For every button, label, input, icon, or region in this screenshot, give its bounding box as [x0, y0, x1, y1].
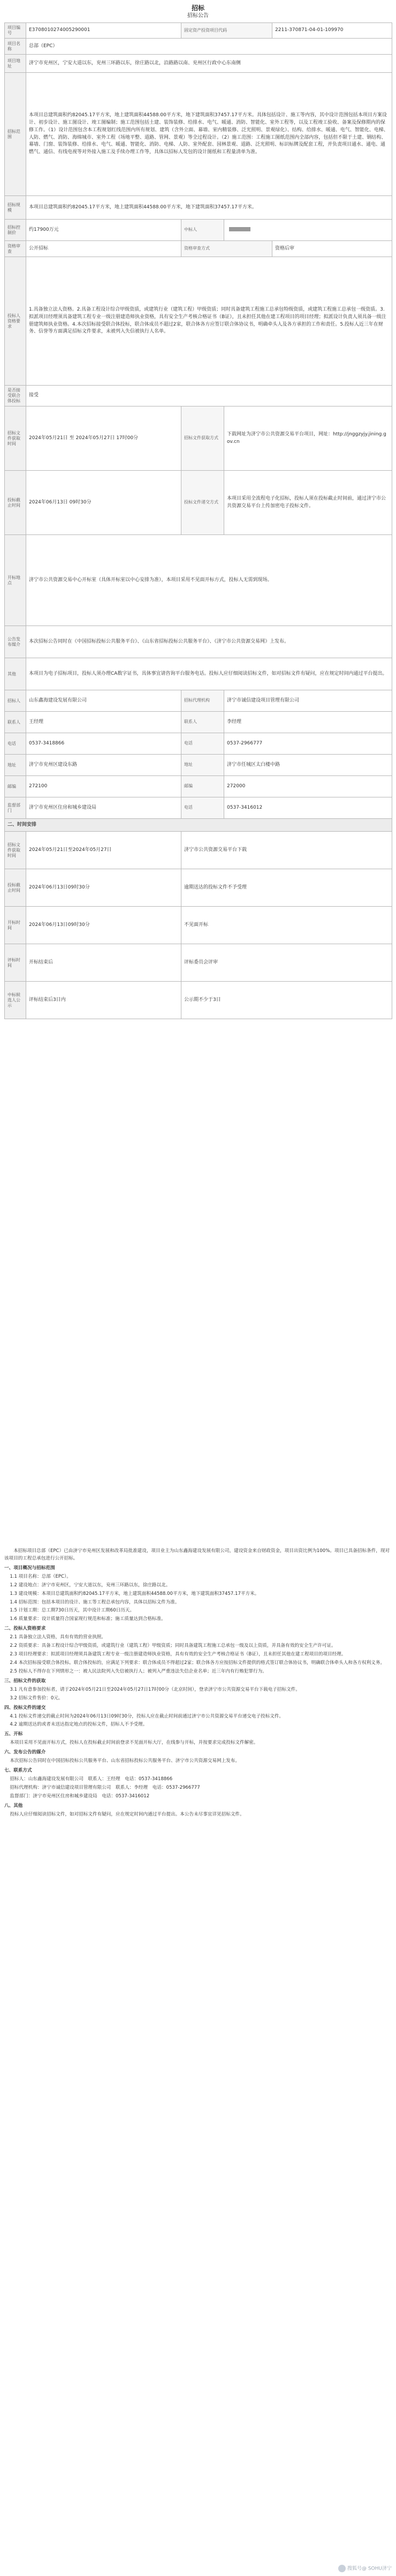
table-row	[5, 982, 392, 1019]
scope-label: 招标规模	[5, 196, 26, 220]
schedule-note: 济宁市公共资源交易平台下载	[181, 832, 392, 869]
other-label: 其他	[5, 658, 26, 690]
phone-label: 电话	[5, 733, 26, 755]
watermark	[338, 2565, 392, 2573]
agency-postcode-value: 272000	[224, 776, 392, 797]
other-value: 本项目为电子招标项目，投标人须办理CA数字证书，具体事宜请咨询平台服务电话。投标人应仔细阅读招标文件，如对招标文件有疑问，应在规定时间内通过平台提出。	[26, 658, 392, 690]
notice-paragraph: 2.5 投标人不得存在下列情形之一：被人民法院列入失信被执行人；被列入严重违法失信企业名单；近三年内有行贿犯罪行为。	[10, 1668, 267, 1674]
budget-value: 约17900万元	[26, 220, 181, 241]
overview-label: 招标范围	[5, 73, 26, 196]
notice-paragraph: 监督部门：济宁市兖州区住房和城乡建设局 电话：0537-3416012	[10, 1793, 150, 1799]
agency-address-label: 地址	[181, 755, 224, 776]
submit-method-value: 本项目采用全流程电子化招标，投标人须在投标截止时间前，通过济宁市公共资源交易平台上传加密电子投标文件。	[224, 471, 392, 535]
schedule-item: 投标截止时间	[5, 869, 26, 907]
notice-heading: 六、发布公告的媒介	[4, 1750, 46, 1756]
publish-label: 公告发布媒介	[5, 626, 26, 658]
notice-heading: 七、联系方式	[4, 1768, 32, 1774]
notice-paragraph: 1.2 建设地点：济宁市兖州区，宁安大道以东，兖州三环路以东，徐庄路以北。	[10, 1582, 171, 1588]
acquire-method-label: 招标文件获取方式	[181, 406, 224, 471]
approval-value: 2211-370871-04-01-109970	[272, 23, 392, 39]
winner-label: 中标人	[181, 220, 224, 241]
agency-value: 济宁市诚信建设项目管理有限公司	[224, 690, 392, 712]
acquire-method-link[interactable]: 下载网址为济宁市公共资源交易平台项目，网址：http://jnggzyjy.jining.gov.cn	[224, 406, 392, 471]
submit-method-label: 投标文件递交方式	[181, 471, 224, 535]
tender-type-value: 资格后审	[272, 241, 392, 257]
agency-phone-value: 0537-2966777	[224, 733, 392, 755]
publish-value: 本次招标公告同时在《中国招标投标公共服务平台》、《山东省招标投标公共服务平台》、《济宁市公共资源交易网》上发布。	[26, 626, 392, 658]
page-title: 招标	[191, 4, 204, 12]
schedule-item: 评标时间	[5, 944, 26, 982]
redacted-box	[229, 227, 250, 231]
notice-paragraph: 招标人：山东鑫海建设发展有限公司 联系人：王经理 电话：0537-3418866	[10, 1776, 173, 1782]
agency-contact-value: 李经理	[224, 712, 392, 733]
notice-paragraph: 2.2 资质要求：具备工程设计综合甲级资质，或建筑行业（建筑工程）甲级资质；同时具备建筑工程施工总承包一级及以上资质，并具备有效的安全生产许可证。	[10, 1643, 336, 1649]
notice-paragraph: 2.3 项目经理要求：拟派项目经理须具备建筑工程专业一级注册建造师执业资格，具有有效的安全生产考核合格证书（B证），且未担任其他在建工程项目的项目经理。	[10, 1652, 346, 1658]
notice-heading: 四、投标文件的递交	[4, 1705, 46, 1711]
watermark-text: 搜狐号@ SOHU济宁	[347, 2566, 392, 2572]
contact-value: 王经理	[26, 712, 181, 733]
address-label: 项目地址	[5, 55, 26, 73]
notice-heading: 二、投标人资格要求	[4, 1626, 46, 1632]
overview-value: 本项目总建筑面积约82045.17平方米，地上建筑面积44588.00平方米，地下建筑面积37457.17平方米。具体包括设计、施工等内容，其中设计范围包括本项目方案设计、初步设计、施工图设计、竣工图编制；施工范围包括土建、装饰装修、给排水、电气、暖通、消防、智能化、室外工程等，以及工程竣工验收、备案及保修期内的保修工作。（1）设计范围包含本工程规划红线范围内所有规划、建筑（含外立面、幕墙、室内精装修、泛光照明、景观绿化）、结构、给排水、暖通、电气、智能化、电梯、人防、燃气、消防、海绵城市、室外工程（场地平整、道路、管网、景观）等全过程设计。（2）施工范围：工程施工图纸范围内全部内容，包括但不限于土建、钢结构、幕墙、门窗、装饰装修、给排水、电气、暖通、智能化、消防、电梯、人防、室外配套、园林景观、道路、泛光照明、标识标牌及配套工程，并负责项目通水、通电、通燃气、通信、有线电视等对外接入施工及手续办理工作等，具体以招标人发包的设计图纸和工程量清单为准。	[26, 73, 392, 196]
schedule-note: 公示期不少于3日	[181, 982, 392, 1019]
postcode-value: 272100	[26, 776, 181, 797]
schedule-item: 招标文件获取时间	[5, 832, 26, 869]
approval-label: 固定资产投资项目代码	[181, 23, 272, 39]
acquire-time-value: 2024年05月21日 至 2024年05月27日 17时00分	[26, 406, 181, 471]
supervisor-phone-value: 0537-3416012	[224, 797, 392, 819]
qualification-value: 公开招标	[26, 241, 181, 257]
notice-paragraph: 4.2 逾期送达的或者未送达指定地点的投标文件，招标人不予受理。	[10, 1722, 148, 1728]
agency-address-value: 济宁市任城区太白楼中路	[224, 755, 392, 776]
schedule-time: 2024年05月21日至2024年05月27日	[26, 832, 181, 869]
notice-heading: 三、招标文件的获取	[4, 1678, 46, 1684]
notice-paragraph: 招标代理机构：济宁市诚信建设项目管理有限公司 联系人：李经理 电话：0537-2966777	[10, 1784, 200, 1790]
qualification-label: 资格审查	[5, 241, 26, 257]
schedule-time: 2024年06月13日09时30分	[26, 907, 181, 944]
notice-intro: 本招标项目总部（EPC）已由济宁市兖州区发展和改革局批准建设，项目业主为山东鑫海建设发展有限公司，建设资金来自财政资金，项目出资比例为100%。项目已具备招标条件，现对该项目的工程总承包进行公开招标。	[4, 1548, 390, 1561]
tender-type-label: 资格审查方式	[181, 241, 272, 257]
notice-paragraph: 2.1 具备独立法人资格，具有有效的营业执照。	[10, 1635, 106, 1640]
notice-paragraph: 本次招标公告同时在中国招标投标公共服务平台、山东省招标投标公共服务平台、济宁市公共资源交易网上发布。	[10, 1758, 240, 1764]
contact-label: 联系人	[5, 712, 26, 733]
supervisor-value: 济宁市兖州区住房和城乡建设局	[26, 797, 181, 819]
notice-paragraph: 1.1 项目名称：总部（EPC）。	[10, 1573, 71, 1579]
phone-value: 0537-3418866	[26, 733, 181, 755]
bidder-req-value: 1.具备独立法人资格。2.具备工程设计综合甲级资质，或建筑行业（建筑工程）甲级资质；同时具备建筑工程施工总承包特级资质，或建筑工程施工总承包一级资质。3.拟派项目经理须具备建筑工程专业一级注册建造师执业资格，具有安全生产考核合格证书（B证），且未担任其他在建工程项目的项目经理；拟派设计负责人须具备一级注册建筑师执业资格。4.本次招标接受联合体投标，联合体成员不超过2家，联合体各方应签订联合体协议书，明确牵头人及各方承担的工作和责任。5.投标人近三年在财务、信誉等方面满足招标文件要求，未被列入失信被执行人名单。	[26, 257, 392, 386]
tenderer-value: 山东鑫海建设发展有限公司	[26, 690, 181, 712]
notice-paragraph: 1.4 招标范围：包括本项目的设计、施工等工程总承包内容，具体以招标文件为准。	[10, 1599, 180, 1605]
project-no-label: 项目编号	[5, 23, 26, 39]
tenderer-label: 招标人	[5, 690, 26, 712]
supervisor-phone-label: 电话	[181, 797, 224, 819]
notice-paragraph: 本项目采用不见面开标方式，投标人在投标截止时间前登录不见面开标大厅，在线参与开标，并按要求完成投标文件解密。	[10, 1740, 258, 1746]
agency-contact-label: 联系人	[181, 712, 224, 733]
table-row	[5, 832, 392, 869]
deadline-label: 投标截止时间	[5, 471, 26, 535]
address-value: 济宁市兖州区，宁安大道以东，兖州三环路以东，徐庄路以北，沿路路以南、兖州区行政中心东南侧	[26, 55, 392, 73]
budget-label: 招标控制价	[5, 220, 26, 241]
open-place-value: 济宁市公共资源交易中心开标室（具体开标室以中心安排为准），本项目采用不见面开标方式，投标人无需到现场。	[26, 535, 392, 626]
notice-paragraph: 2.4 本次招标接受联合体投标。联合体投标的，应满足下列要求：联合体成员不得超过2家；联合体各方应按招标文件提供的格式签订联合体协议书，明确联合体牵头人和各方权利义务。	[10, 1660, 385, 1666]
project-no-value: E3708010274005290001	[26, 23, 181, 39]
notice-body	[4, 1548, 392, 1820]
project-name-value: 总部（EPC）	[26, 39, 392, 55]
address2-value: 济宁市兖州区建设东路	[26, 755, 181, 776]
winner-value	[224, 220, 392, 241]
table-row	[5, 944, 392, 982]
address2-label: 地址	[5, 755, 26, 776]
tender-info-table	[4, 22, 392, 1019]
schedule-section-title: 二、时间安排	[5, 819, 392, 832]
notice-paragraph: 1.5 计划工期：总工期730日历天，其中设计工期60日历天。	[10, 1608, 135, 1614]
notice-heading: 八、其他	[4, 1803, 23, 1809]
open-place-label: 开标地点	[5, 535, 26, 626]
deadline-value: 2024年06月13日 09时30分	[26, 471, 181, 535]
project-name-label: 项目名称	[5, 39, 26, 55]
schedule-time: 2024年06月13日09时30分	[26, 869, 181, 907]
postcode-label: 邮编	[5, 776, 26, 797]
notice-paragraph: 3.2 招标文件售价：0元。	[10, 1695, 63, 1701]
agency-label: 招标代理机构	[181, 690, 224, 712]
acquire-time-label: 招标文件获取时间	[5, 406, 26, 471]
table-row	[5, 869, 392, 907]
consortium-value: 接受	[26, 386, 392, 406]
schedule-item: 中标候选人公示	[5, 982, 26, 1019]
page-subtitle: 招标公告	[187, 13, 209, 19]
agency-phone-label: 电话	[181, 733, 224, 755]
notice-heading: 一、项目概况与招标范围	[4, 1565, 55, 1571]
bidder-req-label: 投标人资格要求	[5, 257, 26, 386]
notice-paragraph: 1.6 质量要求：设计质量符合国家现行规范和标准；施工质量达到合格标准。	[10, 1616, 166, 1622]
table-row	[5, 907, 392, 944]
schedule-note: 评标委员会评审	[181, 944, 392, 982]
consortium-label: 是否接受联合体投标	[5, 386, 26, 406]
sohu-logo-icon	[338, 2565, 346, 2572]
schedule-time: 开标结束后	[26, 944, 181, 982]
agency-postcode-label: 邮编	[181, 776, 224, 797]
schedule-note: 不见面开标	[181, 907, 392, 944]
schedule-time: 评标结束后3日内	[26, 982, 181, 1019]
notice-paragraph: 1.3 建设规模：本项目总建筑面积约82045.17平方米，地上建筑面积44588.00平方米，地下建筑面积37457.17平方米。	[10, 1591, 260, 1596]
schedule-note: 逾期送达的投标文件不予受理	[181, 869, 392, 907]
notice-paragraph: 3.1 凡有意参加投标者，请于2024年05月21日至2024年05月27日17时00分（北京时间），登录济宁市公共资源交易平台下载电子招标文件。	[10, 1686, 300, 1692]
schedule-item: 开标时间	[5, 907, 26, 944]
notice-paragraph: 投标人应仔细阅读招标文件，如对招标文件有疑问，应在规定时间内通过平台提出。本公告未尽事宜详见招标文件。	[10, 1811, 245, 1817]
notice-paragraph: 4.1 投标文件递交的截止时间为2024年06月13日09时30分，投标人应在截止时间前通过济宁市公共资源交易平台递交电子投标文件。	[10, 1713, 284, 1719]
supervisor-label: 监督部门	[5, 797, 26, 819]
scope-value: 本项目总建筑面积约82045.17平方米，地上建筑面积44588.00平方米，地下建筑面积37457.17平方米。	[26, 196, 392, 220]
notice-heading: 五、开标	[4, 1731, 23, 1737]
